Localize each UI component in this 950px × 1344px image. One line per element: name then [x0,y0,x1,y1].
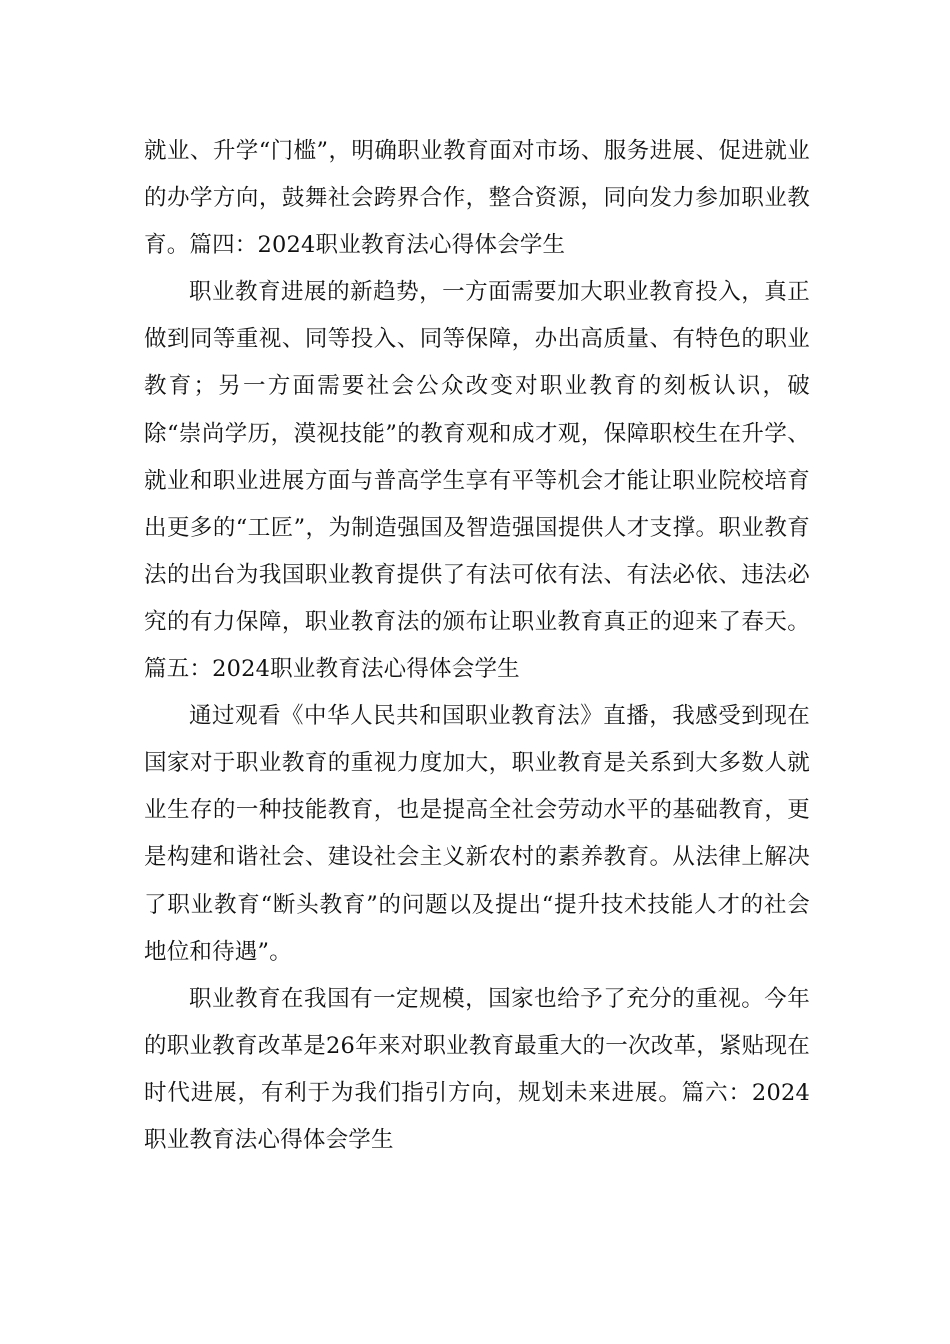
paragraph-3: 通过观看《中华人民共和国职业教育法》直播，我感受到现在国家对于职业教育的重视力度加大，职业教育是关系到大多数人就业生存的一种技能教育，也是提高全社会劳动水平的基础教育，更是构建和谐社会、建设社会主义新农村的素养教育。从法律上解决了职业教育“断头教育”的问题以及提出“提升技术技能人才的社会地位和待遇”。 [144,703,810,965]
paragraph-2: 职业教育进展的新趋势，一方面需要加大职业教育投入，真正做到同等重视、同等投入、同等保障，办出高质量、有特色的职业教育；另一方面需要社会公众改变对职业教育的刻板认识，破除“崇尚学历，漠视技能”的教育观和成才观，保障职校生在升学、就业和职业进展方面与普高学生享有平等机会才能让职业院校培育出更多的“工匠”，为制造强国及智造强国提供人才支撑。职业教育法的出台为我国职业教育提供了有法可依有法、有法必依、违法必究的有力保障，职业教育法的颁布让职业教育真正的迎来了春天。篇五：2024职业教育法心得体会学生 [144,279,810,683]
paragraph-1: 就业、升学“门槛”，明确职业教育面对市场、服务进展、促进就业的办学方向，鼓舞社会跨界合作，整合资源，同向发力参加职业教育。篇四：2024职业教育法心得体会学生 [144,138,810,259]
document-body [144,128,810,1164]
paragraph-4: 职业教育在我国有一定规模，国家也给予了充分的重视。今年的职业教育改革是26年来对职业教育最重大的一次改革，紧贴现在时代进展，有利于为我们指引方向，规划未来进展。篇六：2024职业教育法心得体会学生 [144,985,810,1153]
